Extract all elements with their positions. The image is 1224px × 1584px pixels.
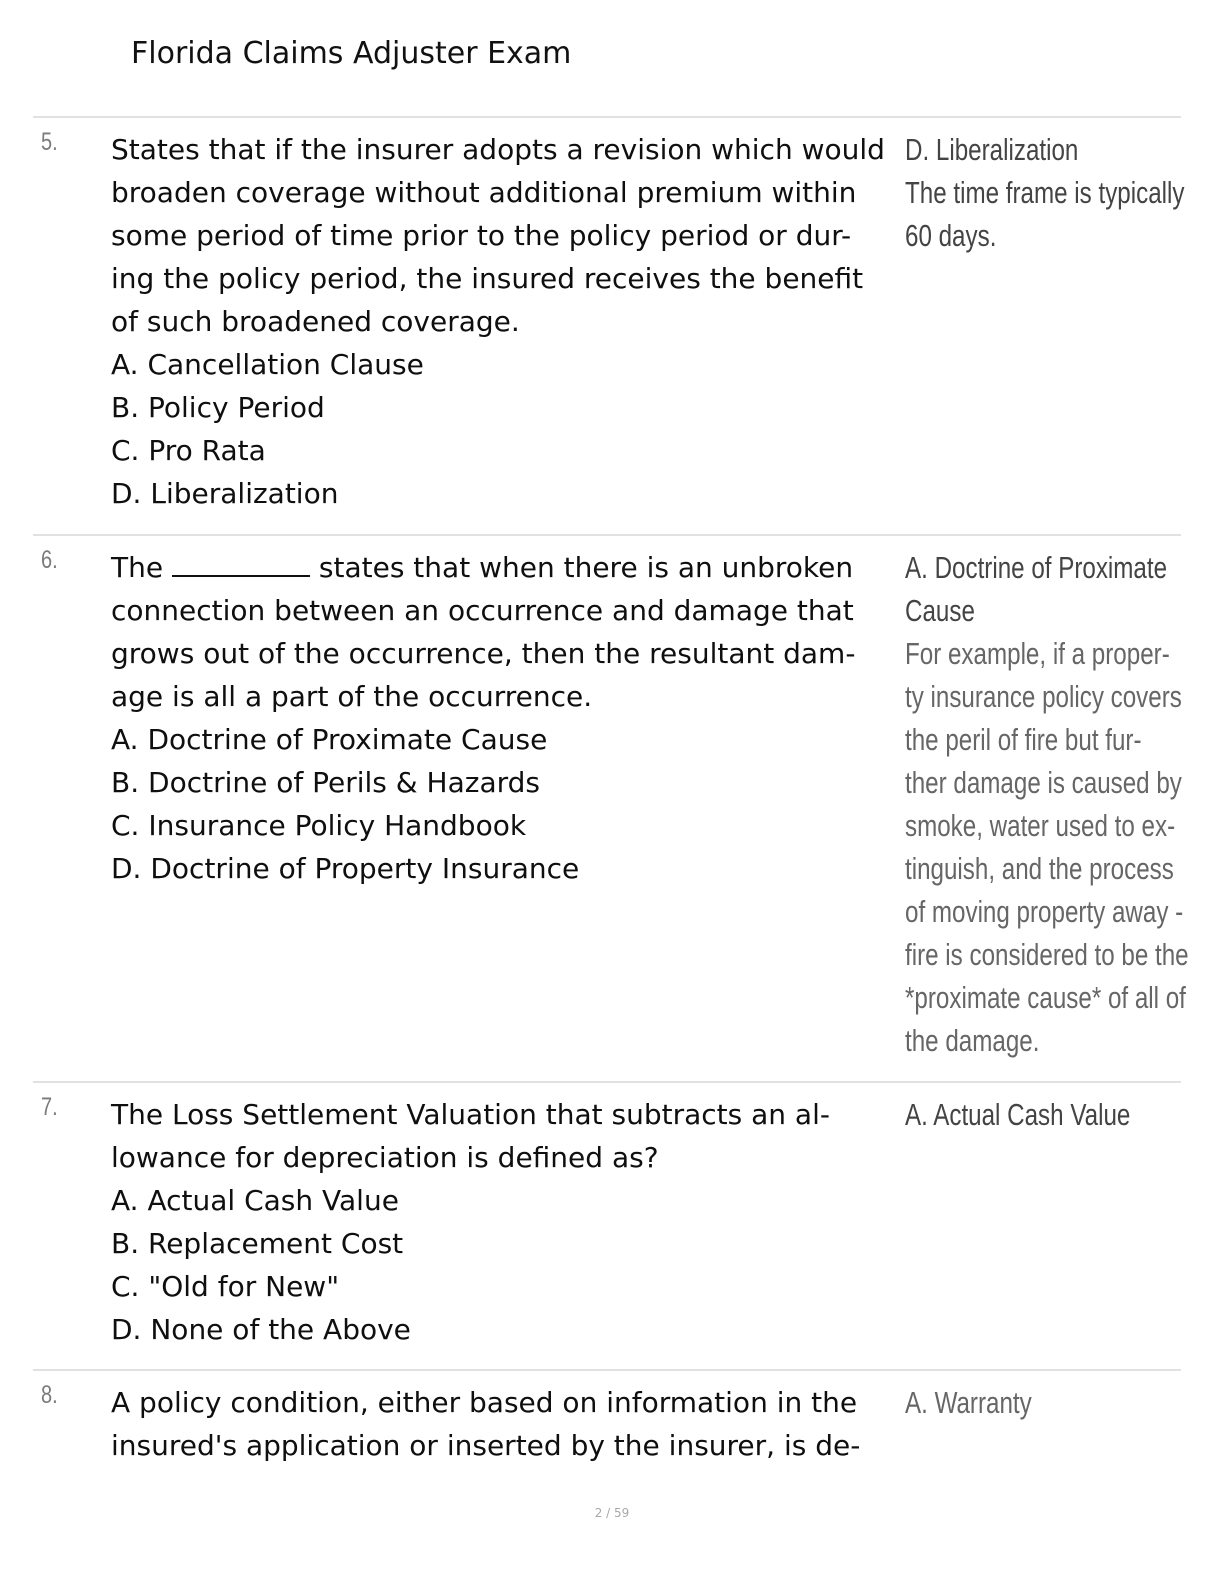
fill-in-blank [172, 549, 310, 577]
answer-line: fire is considered to be the [905, 937, 1189, 972]
document-title: Florida Claims Adjuster Exam [131, 36, 572, 71]
question-line: A policy condition, either based on information in the [111, 1386, 858, 1419]
option-c: C. Insurance Policy Handbook [111, 809, 527, 842]
option-b: B. Replacement Cost [111, 1227, 404, 1260]
answer-line: ther damage is caused by [905, 765, 1182, 800]
question-number: 6. [41, 546, 58, 574]
question-line: some period of time prior to the policy period or dur- [111, 219, 852, 252]
question-number: 8. [41, 1381, 58, 1409]
option-b: B. Policy Period [111, 391, 325, 424]
question-line: States that if the insurer adopts a revision which would [111, 133, 885, 166]
answer-line: For example, if a proper- [905, 636, 1170, 671]
option-d: D. None of the Above [111, 1313, 411, 1346]
divider [33, 1081, 1181, 1083]
answer-line: A. Doctrine of Proximate [905, 550, 1168, 585]
option-d: D. Doctrine of Property Insurance [111, 852, 580, 885]
option-c: C. Pro Rata [111, 434, 266, 467]
question-text [111, 1381, 911, 1467]
answer-line: smoke, water used to ex- [905, 808, 1176, 843]
answer-text [905, 1093, 1162, 1136]
question-line: grows out of the occurrence, then the resultant dam- [111, 637, 856, 670]
page-number: 2 / 59 [594, 1506, 630, 1520]
option-a: A. Doctrine of Proximate Cause [111, 723, 548, 756]
answer-line: A. Warranty [905, 1385, 1032, 1420]
question-line: of such broadened coverage. [111, 305, 520, 338]
answer-line: the damage. [905, 1023, 1040, 1058]
question-line: ing the policy period, the insured receives the benefit [111, 262, 864, 295]
option-c: C. "Old for New" [111, 1270, 340, 1303]
answer-line: ty insurance policy covers [905, 679, 1182, 714]
divider [33, 1369, 1181, 1371]
answer-line: 60 days. [905, 218, 997, 253]
divider [33, 116, 1181, 118]
question-line-rest: states that when there is an unbroken [318, 551, 854, 584]
question-text [111, 546, 911, 890]
question-line: The Loss Settlement Valuation that subtracts an al- [111, 1098, 830, 1131]
question-line: lowance for depreciation is defined as? [111, 1141, 659, 1174]
question-line [111, 546, 911, 589]
answer-line: *proximate cause* of all of [905, 980, 1186, 1015]
divider [33, 534, 1181, 536]
question-text [111, 1093, 911, 1351]
answer-line: tinguish, and the process [905, 851, 1174, 886]
answer-line: D. Liberalization [905, 132, 1079, 167]
option-b: B. Doctrine of Perils & Hazards [111, 766, 540, 799]
answer-line: The time frame is typically [905, 175, 1185, 210]
question-number: 7. [41, 1093, 58, 1121]
question-line: insured's application or inserted by the insurer, is de- [111, 1429, 861, 1462]
option-a: A. Actual Cash Value [111, 1184, 399, 1217]
answer-text [905, 128, 1185, 257]
answer-text [905, 1381, 1162, 1424]
option-d: D. Liberalization [111, 477, 339, 510]
question-line: broaden coverage without additional premium within [111, 176, 857, 209]
question-line: age is all a part of the occurrence. [111, 680, 593, 713]
answer-line: A. Actual Cash Value [905, 1097, 1131, 1132]
question-line: connection between an occurrence and damage that [111, 594, 854, 627]
question-text [111, 128, 911, 515]
answer-line: the peril of fire but fur- [905, 722, 1142, 757]
answer-line: Cause [905, 593, 975, 628]
answer-text [905, 546, 1189, 1062]
option-a: A. Cancellation Clause [111, 348, 424, 381]
answer-line: of moving property away - [905, 894, 1184, 929]
question-prefix: The [111, 551, 164, 584]
question-number: 5. [41, 128, 58, 156]
